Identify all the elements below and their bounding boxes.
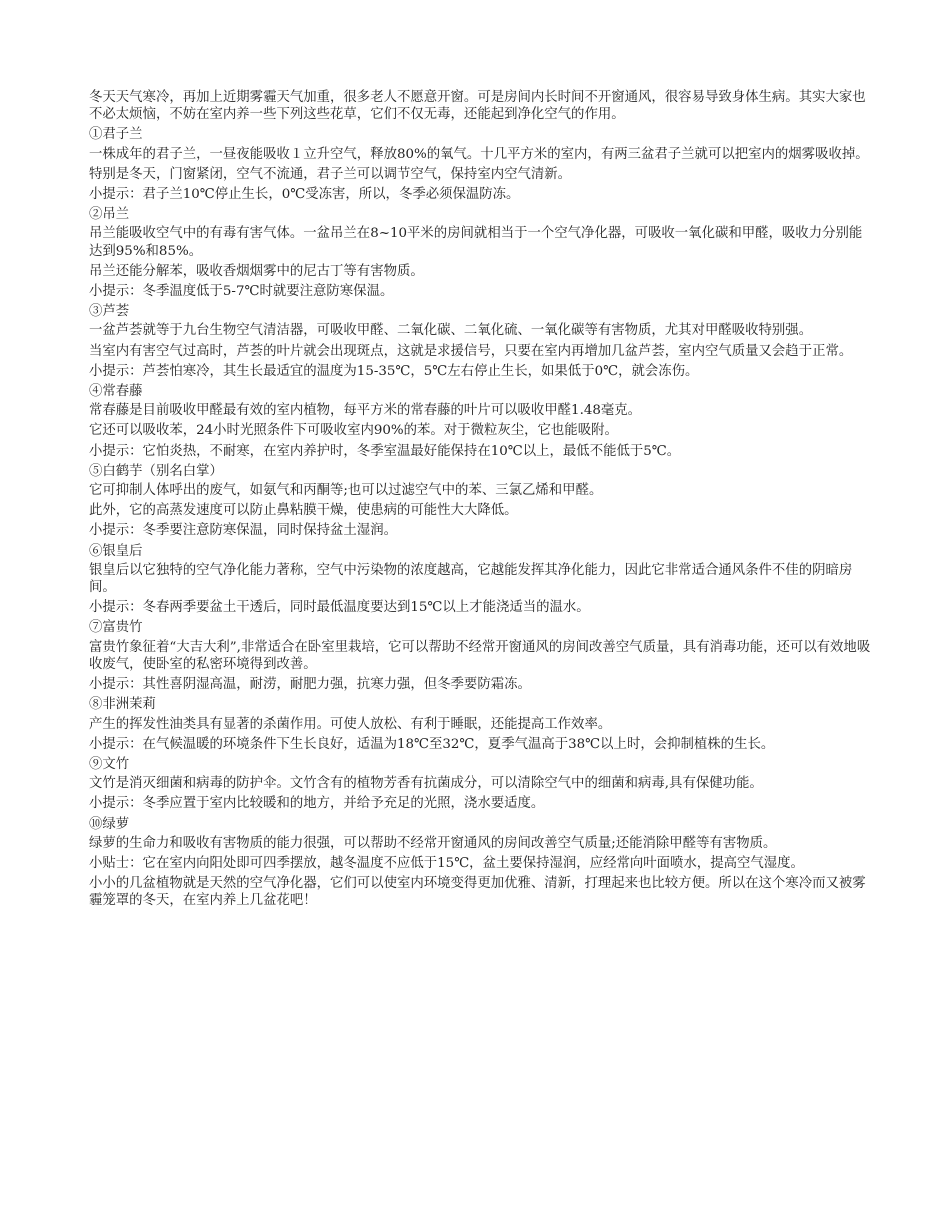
plant-paragraph: 产生的挥发性油类具有显著的杀菌作用。可使人放松、有利于睡眠，还能提高工作效率。 — [89, 716, 612, 732]
plant-paragraph: 吊兰还能分解苯，吸收香烟烟雾中的尼古丁等有害物质。 — [89, 263, 424, 279]
plant-heading-aloe: ③芦荟 — [89, 304, 130, 320]
plant-paragraph: 它还可以吸收苯，24小时光照条件下可吸收室内90%的苯。对于微粒灰尘，它也能吸附。 — [89, 423, 618, 439]
plant-tip: 小提示：冬春两季要盆土干透后，同时最低温度要达到15℃以上才能浇适当的温水。 — [89, 600, 590, 616]
plant-paragraph: 绿萝的生命力和吸收有害物质的能力很强，可以帮助不经常开窗通风的房间改善空气质量;还能消除甲醛等有害物质。 — [89, 835, 777, 851]
plant-heading-spider-plant: ②吊兰 — [89, 207, 130, 223]
conclusion-paragraph: 小小的几盆植物就是天然的空气净化器，它们可以使室内环境变得更加优雅、清新，打理起来也比较方便。所以在这个寒冷而又被雾霾笼罩的冬天，在室内养上几盆花吧！ — [89, 876, 866, 909]
plant-tip: 小提示：在气候温暖的环境条件下生长良好，适温为18℃至32℃，夏季气温高于38℃以上时，会抑制植株的生长。 — [89, 736, 775, 752]
plant-tip: 小提示：冬季应置于室内比较暖和的地方，并给予充足的光照，浇水要适度。 — [89, 796, 545, 812]
intro-paragraph: 冬天天气寒冷，再加上近期雾霾天气加重，很多老人不愿意开窗。可是房间内长时间不开窗通风，很容易导致身体生病。其实大家也不必太烦恼，不妨在室内养一些下列这些花草，它们不仅无毒，还能起到净化空气的作用。 — [89, 90, 866, 123]
plant-heading-ivy: ④常春藤 — [89, 384, 143, 400]
plant-paragraph: 它可抑制人体呼出的废气，如氨气和丙酮等;也可以过滤空气中的苯、三氯乙烯和甲醛。 — [89, 483, 603, 499]
plant-tip: 小提示：其性喜阴湿高温，耐涝，耐肥力强，抗寒力强，但冬季要防霜冻。 — [89, 677, 531, 693]
plant-paragraph: 当室内有害空气过高时，芦荟的叶片就会出现斑点，这就是求援信号，只要在室内再增加几盆芦荟，室内空气质量又会趋于正常。 — [89, 343, 853, 359]
plant-heading-asparagus-fern: ⑨文竹 — [89, 756, 130, 772]
plant-tip: 小提示：芦荟怕寒冷，其生长最适宜的温度为15-35℃，5℃左右停止生长，如果低于0℃，就会冻伤。 — [89, 363, 699, 379]
plant-paragraph: 一盆芦荟就等于九台生物空气清洁器，可吸收甲醛、二氧化碳、二氧化硫、一氧化碳等有害物质，尤其对甲醛吸收特别强。 — [89, 323, 813, 339]
plant-tip: 小提示：冬季要注意防寒保温，同时保持盆土湿润。 — [89, 523, 397, 539]
plant-heading-african-jasmine: ⑧非洲茉莉 — [89, 697, 156, 713]
plant-paragraph: 一株成年的君子兰，一昼夜能吸收１立升空气，释放80%的氧气。十几平方米的室内，有两三盆君子兰就可以把室内的烟雾吸收掉。 — [89, 146, 869, 162]
article-body — [89, 89, 871, 913]
plant-paragraph: 特别是冬天，门窗紧闭，空气不流通，君子兰可以调节空气，保持室内空气清新。 — [89, 166, 572, 182]
plant-tip: 小提示：它怕炎热，不耐寒，在室内养护时，冬季室温最好能保持在10℃以上，最低不能低于5℃。 — [89, 443, 681, 459]
plant-tip: 小提示：君子兰10℃停止生长，0℃受冻害，所以，冬季必须保温防冻。 — [89, 187, 520, 203]
plant-paragraph: 银皇后以它独特的空气净化能力著称，空气中污染物的浓度越高，它越能发挥其净化能力，因此它非常适合通风条件不佳的阴暗房间。 — [89, 562, 853, 596]
plant-heading-pothos: ⑩绿萝 — [89, 816, 130, 832]
plant-paragraph: 吊兰能吸收空气中的有毒有害气体。一盆吊兰在8~10平米的房间就相当于一个空气净化器，可吸收一氧化碳和甲醛，吸收力分别能达到95%和85%。 — [89, 226, 863, 259]
plant-tip: 小提示：冬季温度低于5-7℃时就要注意防寒保温。 — [89, 284, 394, 300]
plant-heading-clivia: ①君子兰 — [89, 127, 143, 143]
plant-paragraph: 文竹是消灭细菌和病毒的防护伞。文竹含有的植物芳香有抗菌成分，可以清除空气中的细菌和病毒,具有保健功能。 — [89, 776, 763, 792]
plant-paragraph: 常春藤是目前吸收甲醛最有效的室内植物，每平方米的常春藤的叶片可以吸收甲醛1.48毫克。 — [89, 403, 642, 419]
plant-heading-peace-lily: ⑤白鹤芋（别名白掌） — [89, 463, 223, 479]
plant-heading-silver-queen: ⑥银皇后 — [89, 543, 143, 559]
plant-heading-lucky-bamboo: ⑦富贵竹 — [89, 620, 143, 636]
plant-tip: 小贴士：它在室内向阳处即可四季摆放，越冬温度不应低于15℃，盆土要保持湿润，应经常向叶面喷水，提高空气湿度。 — [89, 855, 804, 871]
plant-paragraph: 此外，它的高蒸发速度可以防止鼻粘膜干燥，使患病的可能性大大降低。 — [89, 503, 518, 519]
plant-paragraph: 富贵竹象征着“大吉大利”,非常适合在卧室里栽培，它可以帮助不经常开窗通风的房间改善空气质量，具有消毒功能，还可以有效地吸收废气，使卧室的私密环境得到改善。 — [89, 639, 871, 672]
